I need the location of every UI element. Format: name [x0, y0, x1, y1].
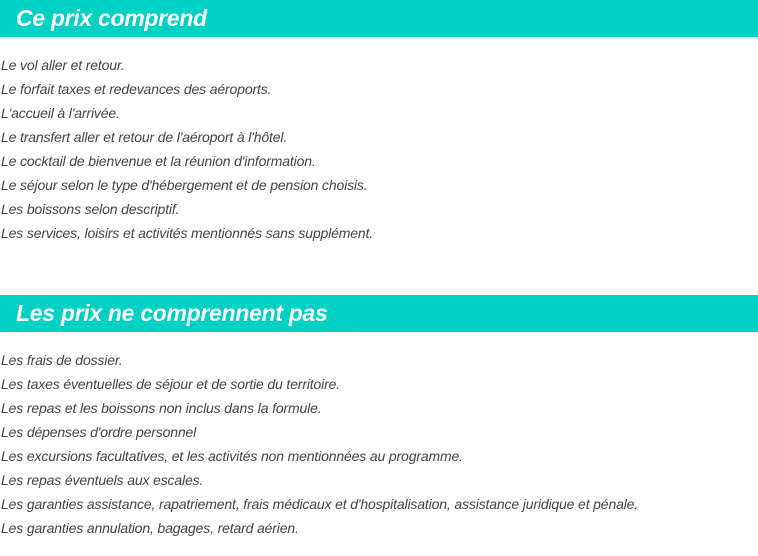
- excluded-item: Les frais de dossier.: [1, 352, 123, 368]
- included-item: Les boissons selon descriptif.: [1, 201, 180, 217]
- excluded-item: Les repas éventuels aux escales.: [1, 472, 204, 488]
- section-title-excluded: Les prix ne comprennent pas: [0, 295, 758, 332]
- excluded-item: Les garanties assistance, rapatriement, frais médicaux et d'hospitalisation, assistance juridique et pénale.: [1, 496, 639, 512]
- included-item: Le séjour selon le type d'hébergement et de pension choisis.: [1, 177, 368, 193]
- included-item: Le cocktail de bienvenue et la réunion d'information.: [1, 153, 316, 169]
- excluded-item: Les dépenses d'ordre personnel: [1, 424, 197, 440]
- included-item: Les services, loisirs et activités mentionnés sans supplément.: [1, 225, 373, 241]
- excluded-item: Les excursions facultatives, et les activités non mentionnées au programme.: [1, 448, 463, 464]
- excluded-item: Les taxes éventuelles de séjour et de sortie du territoire.: [1, 376, 341, 392]
- excluded-list: [1, 348, 638, 540]
- section-title-included: Ce prix comprend: [0, 0, 758, 37]
- included-item: Le forfait taxes et redevances des aéroports.: [1, 81, 272, 97]
- excluded-item: Les garanties annulation, bagages, retard aérien.: [1, 520, 299, 536]
- included-item: L'accueil à l'arrivée.: [1, 105, 120, 121]
- included-item: Le vol aller et retour.: [1, 57, 125, 73]
- excluded-item: Les repas et les boissons non inclus dans la formule.: [1, 400, 322, 416]
- included-item: Le transfert aller et retour de l'aéroport à l'hôtel.: [1, 129, 288, 145]
- included-list: [1, 53, 373, 245]
